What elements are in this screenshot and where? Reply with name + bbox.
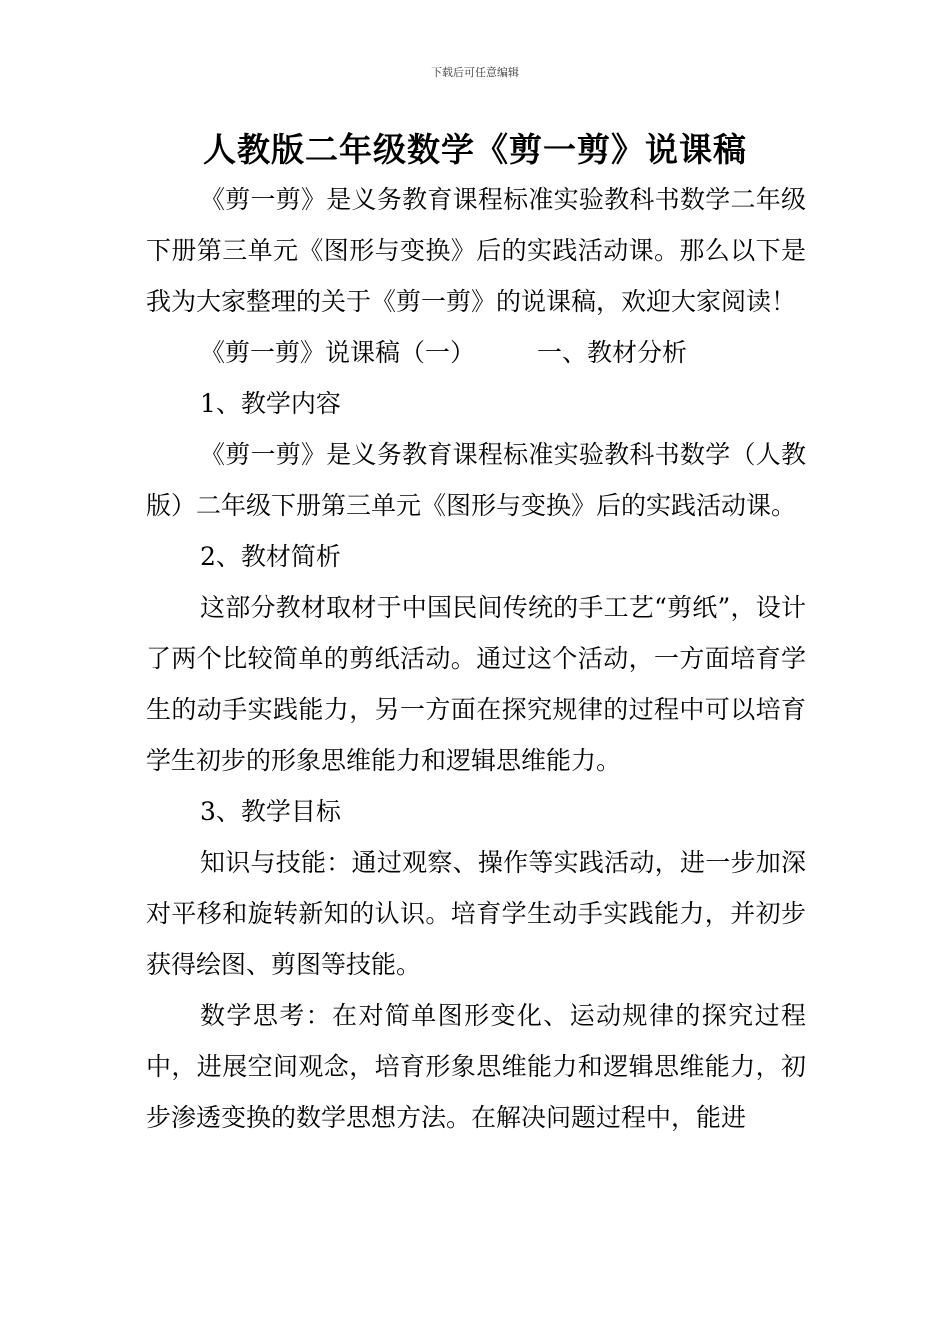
paragraph-material-analysis: 这部分教材取材于中国民间传统的手工艺“剪纸”，设计了两个比较简单的剪纸活动。通过这个活动，一方面培育学生的动手实践能力，另一方面在探究规律的过程中可以培育学生初步的形象思维能力和逻辑思维能力。 — [146, 593, 806, 775]
heading-teaching-goals: 3、教学目标 — [200, 797, 341, 826]
document-body — [146, 174, 806, 1143]
paragraph-math-thinking: 数学思考：在对简单图形变化、运动规律的探究过程中，进展空间观念，培育形象思维能力和逻辑思维能力，初步渗透变换的数学思想方法。在解决问题过程中，能进 — [146, 1001, 806, 1132]
paragraph-teaching-content: 《剪一剪》是义务教育课程标准实验教科书数学（人教版）二年级下册第三单元《图形与变换》后的实践活动课。 — [146, 440, 806, 520]
heading-material-analysis: 2、教材简析 — [200, 542, 341, 571]
part-heading-row — [146, 327, 806, 378]
paragraph-knowledge-skills: 知识与技能：通过观察、操作等实践活动，进一步加深对平移和旋转新知的认识。培育学生动手实践能力，并初步获得绘图、剪图等技能。 — [146, 848, 806, 979]
part-title: 《剪一剪》说课稿（一） — [200, 338, 476, 367]
document-title: 人教版二年级数学《剪一剪》说课稿 — [203, 130, 747, 169]
header-note: 下载后可任意编辑 — [431, 66, 519, 79]
intro-paragraph: 《剪一剪》是义务教育课程标准实验教科书数学二年级下册第三单元《图形与变换》后的实践活动课。那么以下是我为大家整理的关于《剪一剪》的说课稿，欢迎大家阅读！ — [146, 185, 806, 316]
heading-teaching-content: 1、教学内容 — [200, 389, 341, 418]
section-title: 一、教材分析 — [537, 338, 688, 367]
